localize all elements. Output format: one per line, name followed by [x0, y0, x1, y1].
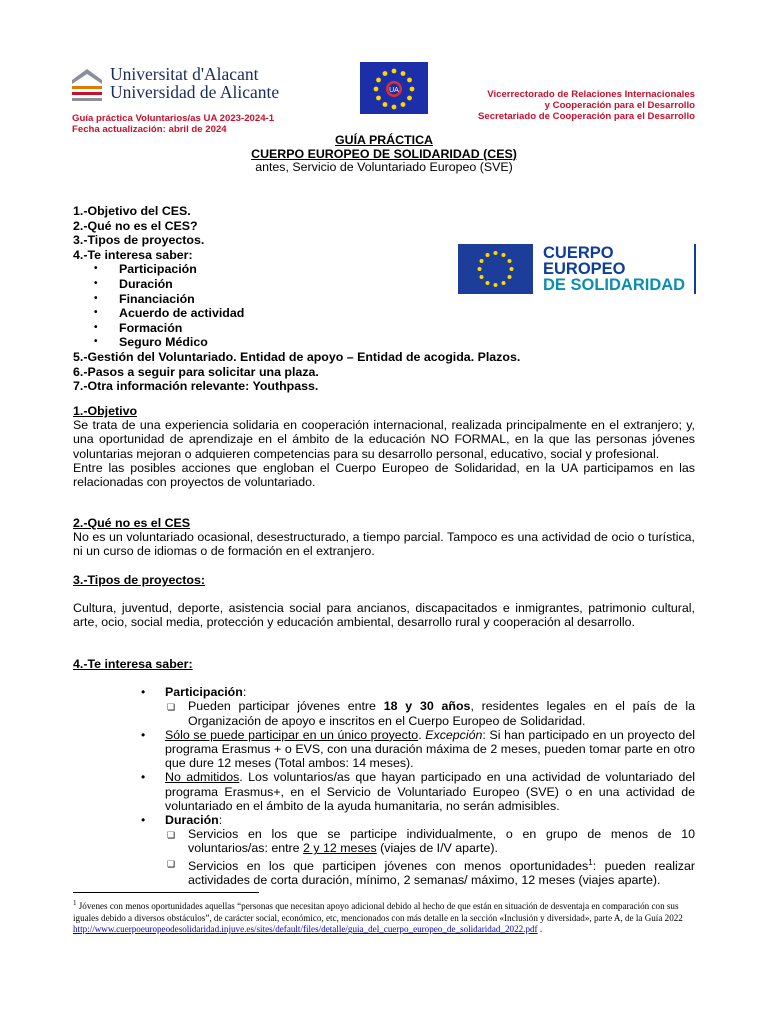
ces-logo-divider	[694, 244, 696, 294]
toc-subitem: • Acuerdo de actividad	[73, 306, 520, 321]
text-run: : pueden realizar actividades de corta duración, mínimo, 2 semanas/ máximo, 12 meses (viajes aparte).	[188, 858, 695, 887]
toc-item: 3.-Tipos de proyectos.	[73, 233, 205, 248]
section-te-interesa	[73, 657, 695, 887]
toc-subitem: • Participación	[73, 262, 520, 277]
text-run: Pueden participar jóvenes entre	[188, 699, 384, 714]
eu-stars-icon	[360, 62, 428, 114]
underlined-text: 2 y 12 meses	[303, 841, 377, 856]
paragraph: Se trata de una experiencia solidaria en cooperación internacional, realizada principalmente en el extranjero; y, una oportunidad de aprendizaje en el ámbito de la educación NO FORMAL, en la que las personas jóvenes voluntarias mejoran o adquieren competencias para su desarrollo personal, educativo, social y profesional.	[73, 418, 695, 461]
bullet-title: Participación	[165, 685, 243, 700]
university-emblem-icon	[72, 66, 102, 102]
section-objetivo	[73, 404, 695, 489]
subbullet-duracion-individual	[73, 827, 695, 855]
footnote-separator	[73, 892, 259, 893]
toc-subitem: • Formación	[73, 321, 520, 336]
paragraph: No es un voluntariado ocasional, desestructurado, a tiempo parcial. Tampoco es una actividad de ocio o turística, ni un curso de idiomas o de formación en el extranjero.	[73, 530, 695, 559]
text-run: Servicios en los que se participe individualmente, o en grupo de menos de 10 voluntarios/as: entre	[188, 827, 695, 856]
toc-item: 2.-Qué no es el CES?	[73, 218, 198, 233]
section-heading: 2.-Qué no es el CES	[73, 516, 191, 530]
footnote-number: 1	[73, 899, 77, 907]
guide-line: Guía práctica Voluntarios/as UA 2023-2024-1	[72, 113, 275, 124]
toc-item: 6.-Pasos a seguir para solicitar una plaza.	[73, 364, 319, 379]
vice-line-1: Vicerrectorado de Relaciones Internacionales	[487, 89, 695, 100]
toc-subitem: • Duración	[73, 277, 520, 292]
underlined-text: No admitidos	[165, 770, 240, 785]
toc-sublist	[73, 262, 520, 350]
toc-item: 1.-Objetivo del CES.	[73, 204, 191, 218]
text-run: , residentes legales en el país de la Organización de apoyo e inscritos en el Cuerpo Europeo de Solidaridad.	[188, 699, 696, 728]
bullet-no-admitidos	[73, 770, 695, 813]
section-tipos-proyectos	[73, 573, 695, 630]
age-range: 18 y 30 años	[383, 699, 471, 714]
text-run: . Los voluntarios/as que hayan participado en una actividad de voluntariado del programa Erasmus+, en el Servicio de Voluntariado Europeo (SVE) o en una actividad de voluntariado en el ámbito de la ayuda humanitaria, no serán admisibles.	[165, 770, 695, 813]
text-run: : Si han participado en un proyecto del programa Erasmus + o EVS, con una duración máxima de 2 meses, pueden tomar parte en otro que dure 12 meses (Total ambos: 14 meses).	[165, 727, 695, 771]
italic-text: Excepción	[425, 727, 483, 742]
subbullet-edad	[73, 699, 695, 727]
text-run: Servicios en los que participen jóvenes con menos oportunidades	[188, 858, 589, 873]
university-name-valencian: Universitat d'Alacant	[110, 64, 259, 84]
underlined-text: Sólo se puede participar en un único proyecto	[165, 727, 419, 742]
section-heading: 3.-Tipos de proyectos:	[73, 573, 205, 587]
vice-line-3: Secretariado de Cooperación para el Desarrollo	[477, 111, 695, 122]
footnote	[73, 898, 695, 936]
section-heading: 4.-Te interesa saber:	[73, 657, 193, 671]
document-title	[0, 134, 768, 175]
footnote-ref[interactable]: 1	[588, 857, 593, 867]
eu-volunteer-logo	[360, 62, 428, 114]
text-run: .	[418, 727, 426, 742]
update-line: Fecha actualización: abril de 2024	[72, 124, 227, 135]
bullet-participacion: • Participación:	[73, 685, 695, 699]
title-line-3: antes, Servicio de Voluntariado Europeo (SVE)	[255, 160, 513, 174]
university-logo	[72, 64, 280, 104]
table-of-contents	[73, 204, 520, 394]
flag-label: UA	[389, 87, 399, 94]
university-name-spanish: Universidad de Alicante	[110, 82, 280, 102]
ces-logo	[458, 244, 696, 296]
bullet-duracion: • Duración:	[73, 813, 695, 827]
text-run: (viajes de I/V aparte).	[376, 841, 498, 856]
ces-logo-line-3: DE SOLIDARIDAD	[543, 276, 686, 294]
toc-subitem: • Financiación	[73, 292, 520, 307]
bullet-title: Duración	[165, 813, 219, 828]
toc-item: 4.-Te interesa saber:	[73, 247, 193, 262]
ces-logo-line-2: EUROPEO	[543, 260, 626, 278]
subbullet-duracion-oportunidades	[73, 856, 695, 888]
vicerrectorado-info	[478, 89, 695, 122]
bullet-unico-proyecto	[73, 728, 695, 771]
toc-subitem: • Seguro Médico	[73, 335, 520, 350]
section-que-no-es	[73, 516, 695, 559]
title-line-1: GUÍA PRÁCTICA	[335, 133, 433, 147]
guide-info	[72, 113, 274, 135]
ces-logo-text	[543, 245, 685, 293]
footnote-link[interactable]: http://www.cuerpoeuropeodesolidaridad.injuve.es/sites/default/files/detalle/guia_del_cuerpo_europeo_de_solidaridad_2022.pdf	[73, 924, 538, 935]
eu-flag-icon	[458, 244, 533, 294]
footnote-text: Jóvenes con menos oportunidades aquellas “personas que necesitan apoyo adicional debido al hecho de que están en situación de desventaja en comparación con sus iguales debido a diversos obstáculos”, de carácter social, económico, etc, mencionados con más detalle en la sección «Inclusión y diversidad», parte A, de la Guía 2022	[73, 901, 683, 923]
ces-logo-line-1: CUERPO	[543, 244, 614, 262]
toc-item: 7.-Otra información relevante: Youthpass.	[73, 379, 319, 394]
paragraph: Entre las posibles acciones que engloban el Cuerpo Europeo de Solidaridad, en la UA participamos en las relacionadas con proyectos de voluntariado.	[73, 460, 695, 490]
paragraph: Cultura, juventud, deporte, asistencia social para ancianos, discapacitados e inmigrantes, patrimonio cultural, arte, ocio, social media, protección y educación ambiental, desarrollo rural y cooperación al desarrollo.	[73, 601, 695, 630]
toc-item: 5.-Gestión del Voluntariado. Entidad de apoyo – Entidad de acogida. Plazos.	[73, 349, 521, 364]
university-name	[110, 65, 279, 101]
section-heading: 1.-Objetivo	[73, 404, 138, 418]
title-line-2: CUERPO EUROPEO DE SOLIDARIDAD (CES)	[251, 146, 517, 161]
vice-line-2: y Cooperación para el Desarrollo	[544, 100, 695, 111]
text-run: .	[537, 924, 543, 935]
